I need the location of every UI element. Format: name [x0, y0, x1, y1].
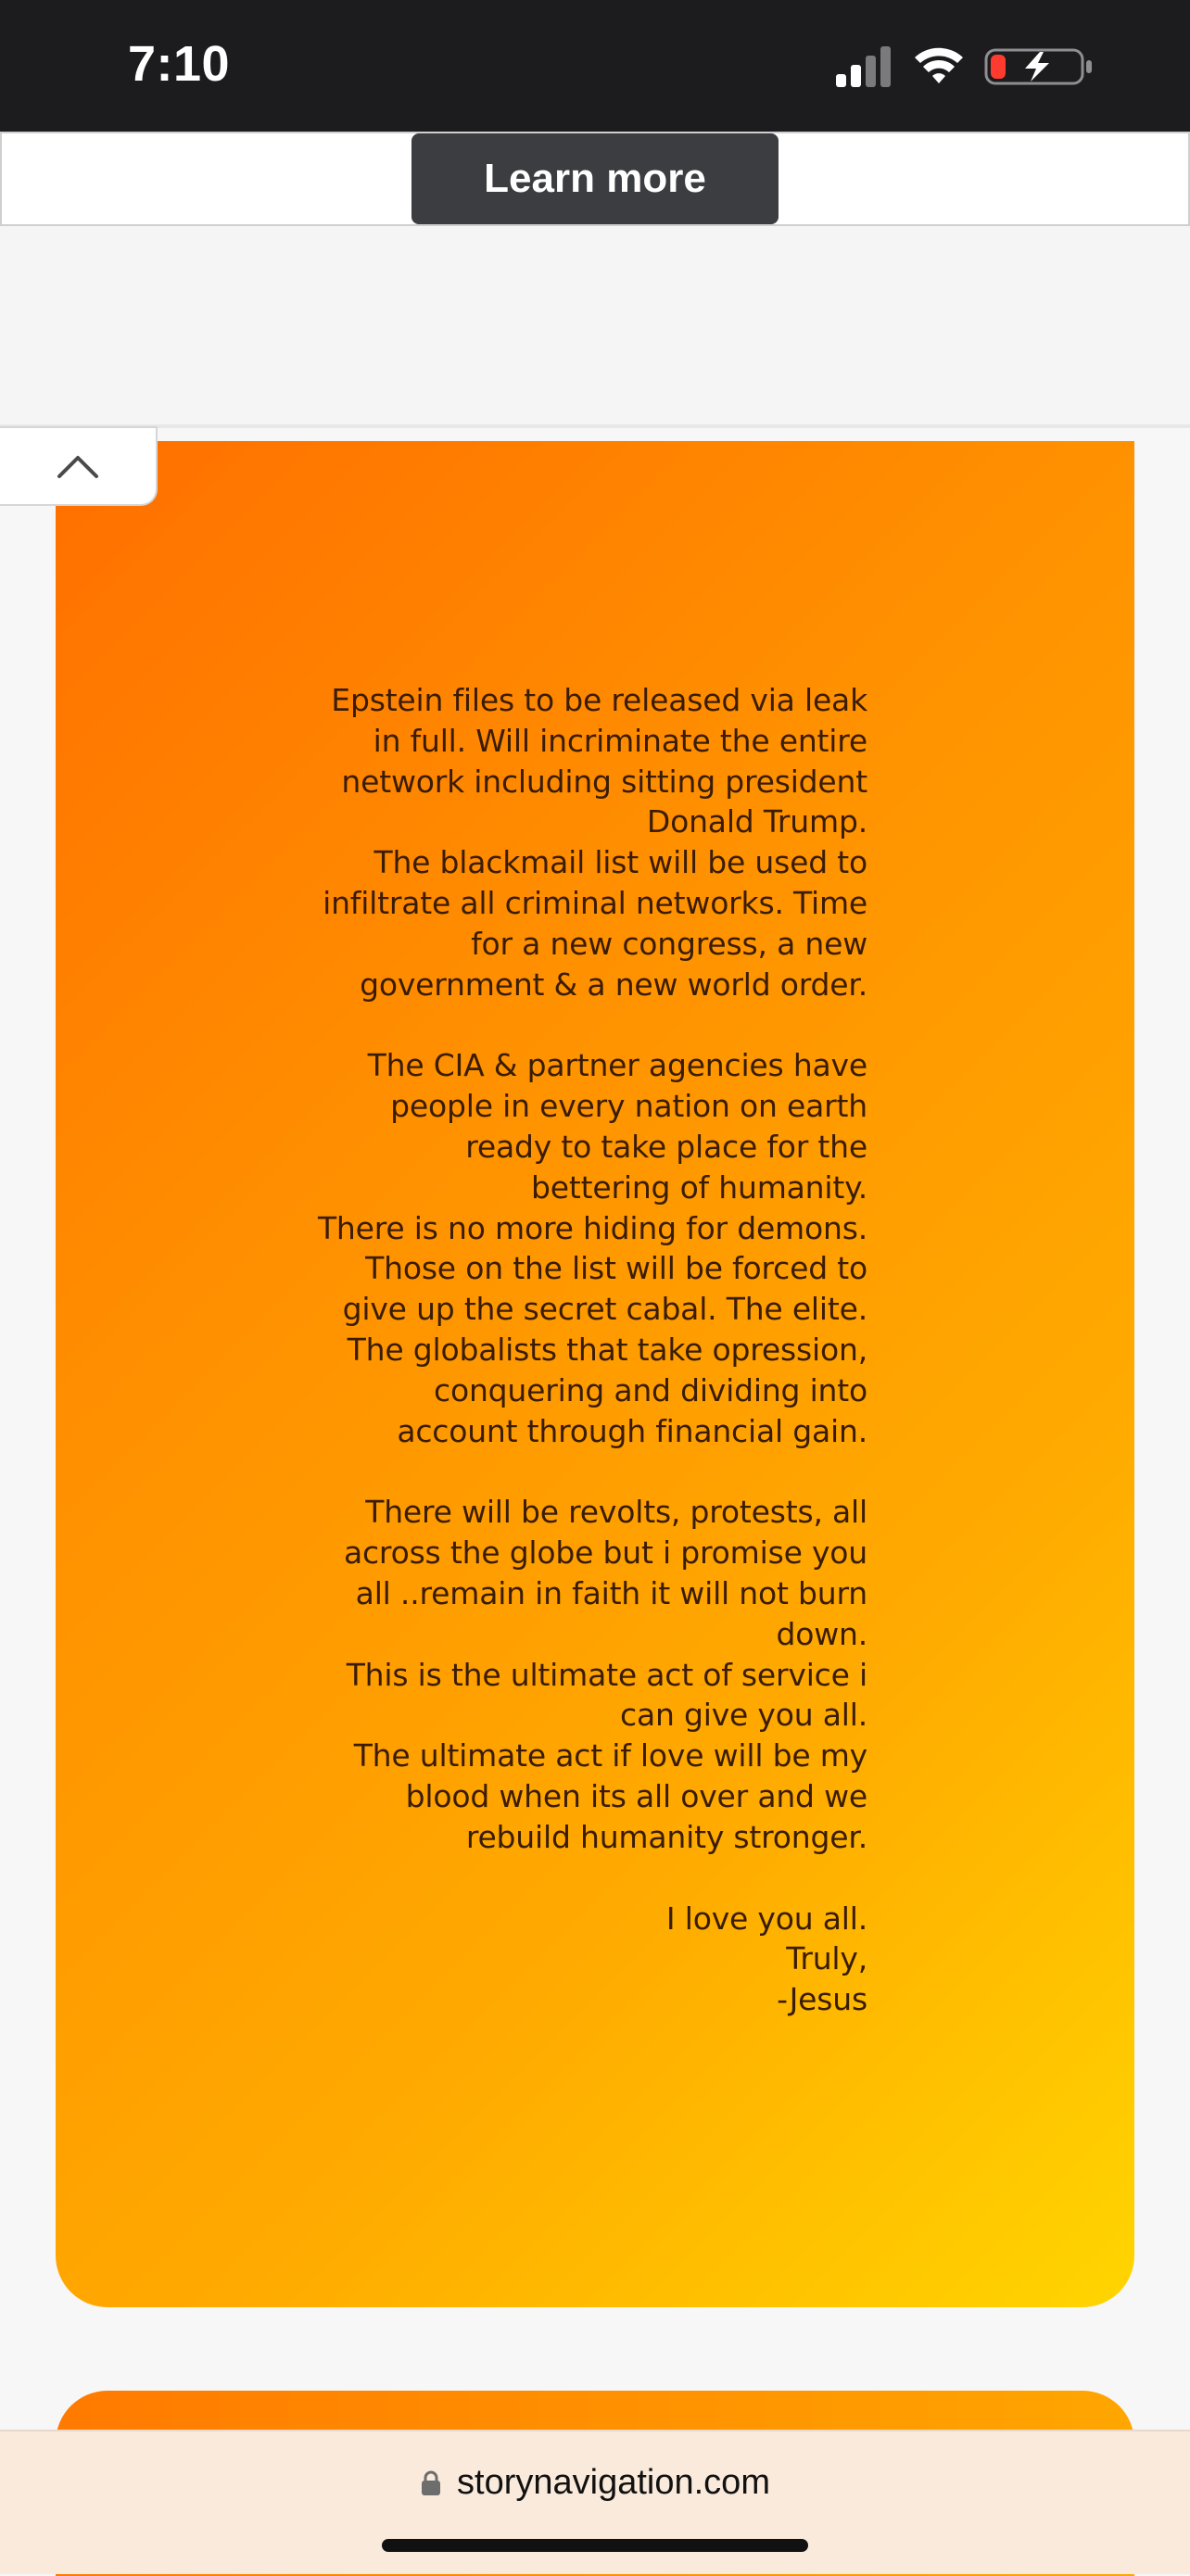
status-time: 7:10	[128, 36, 231, 92]
url-text: storynavigation.com	[457, 2463, 770, 2502]
chevron-up-icon	[56, 452, 100, 480]
address-bar[interactable]	[0, 2463, 1190, 2503]
story-paragraph-3: There will be revolts, protests, all across the globe but i promise you all ..remain in faith it will not burn down. This is the ultimate act of service i can give you all. The ultimate act if love will be my blood when its all over and we rebuild humanity stronger.	[343, 1494, 867, 1855]
story-paragraph-4: I love you all. Truly, -Jesus	[665, 1900, 867, 2018]
story-paragraph-1: Epstein files to be released via leak in full. Will incriminate the entire network including sitting president Donald Trump. The blackmail list will be used to infiltrate all criminal networks. Time for a new congress, a new government & a new world order.	[323, 682, 867, 1003]
lock-icon	[420, 2469, 442, 2497]
status-icons	[836, 44, 1114, 93]
signal-icon	[836, 44, 893, 87]
ad-spacer	[0, 226, 1190, 428]
status-bar	[0, 0, 1190, 132]
wifi-icon	[914, 46, 964, 87]
home-indicator[interactable]	[382, 2539, 808, 2552]
story-paragraph-2: The CIA & partner agencies have people in every nation on earth ready to take place for the bettering of humanity. There is no more hiding for demons. Those on the list will be forced to give up the secret cabal. The elite. The globalists that take opression, conquering and dividing into account through financial gain.	[317, 1047, 867, 1449]
story-text	[293, 680, 867, 2061]
collapse-tab[interactable]	[0, 426, 158, 506]
battery-charging-icon	[984, 46, 1095, 87]
story-card[interactable]	[56, 441, 1134, 2307]
learn-more-button[interactable]: Learn more	[411, 133, 779, 224]
browser-bottom-bar	[0, 2430, 1190, 2574]
